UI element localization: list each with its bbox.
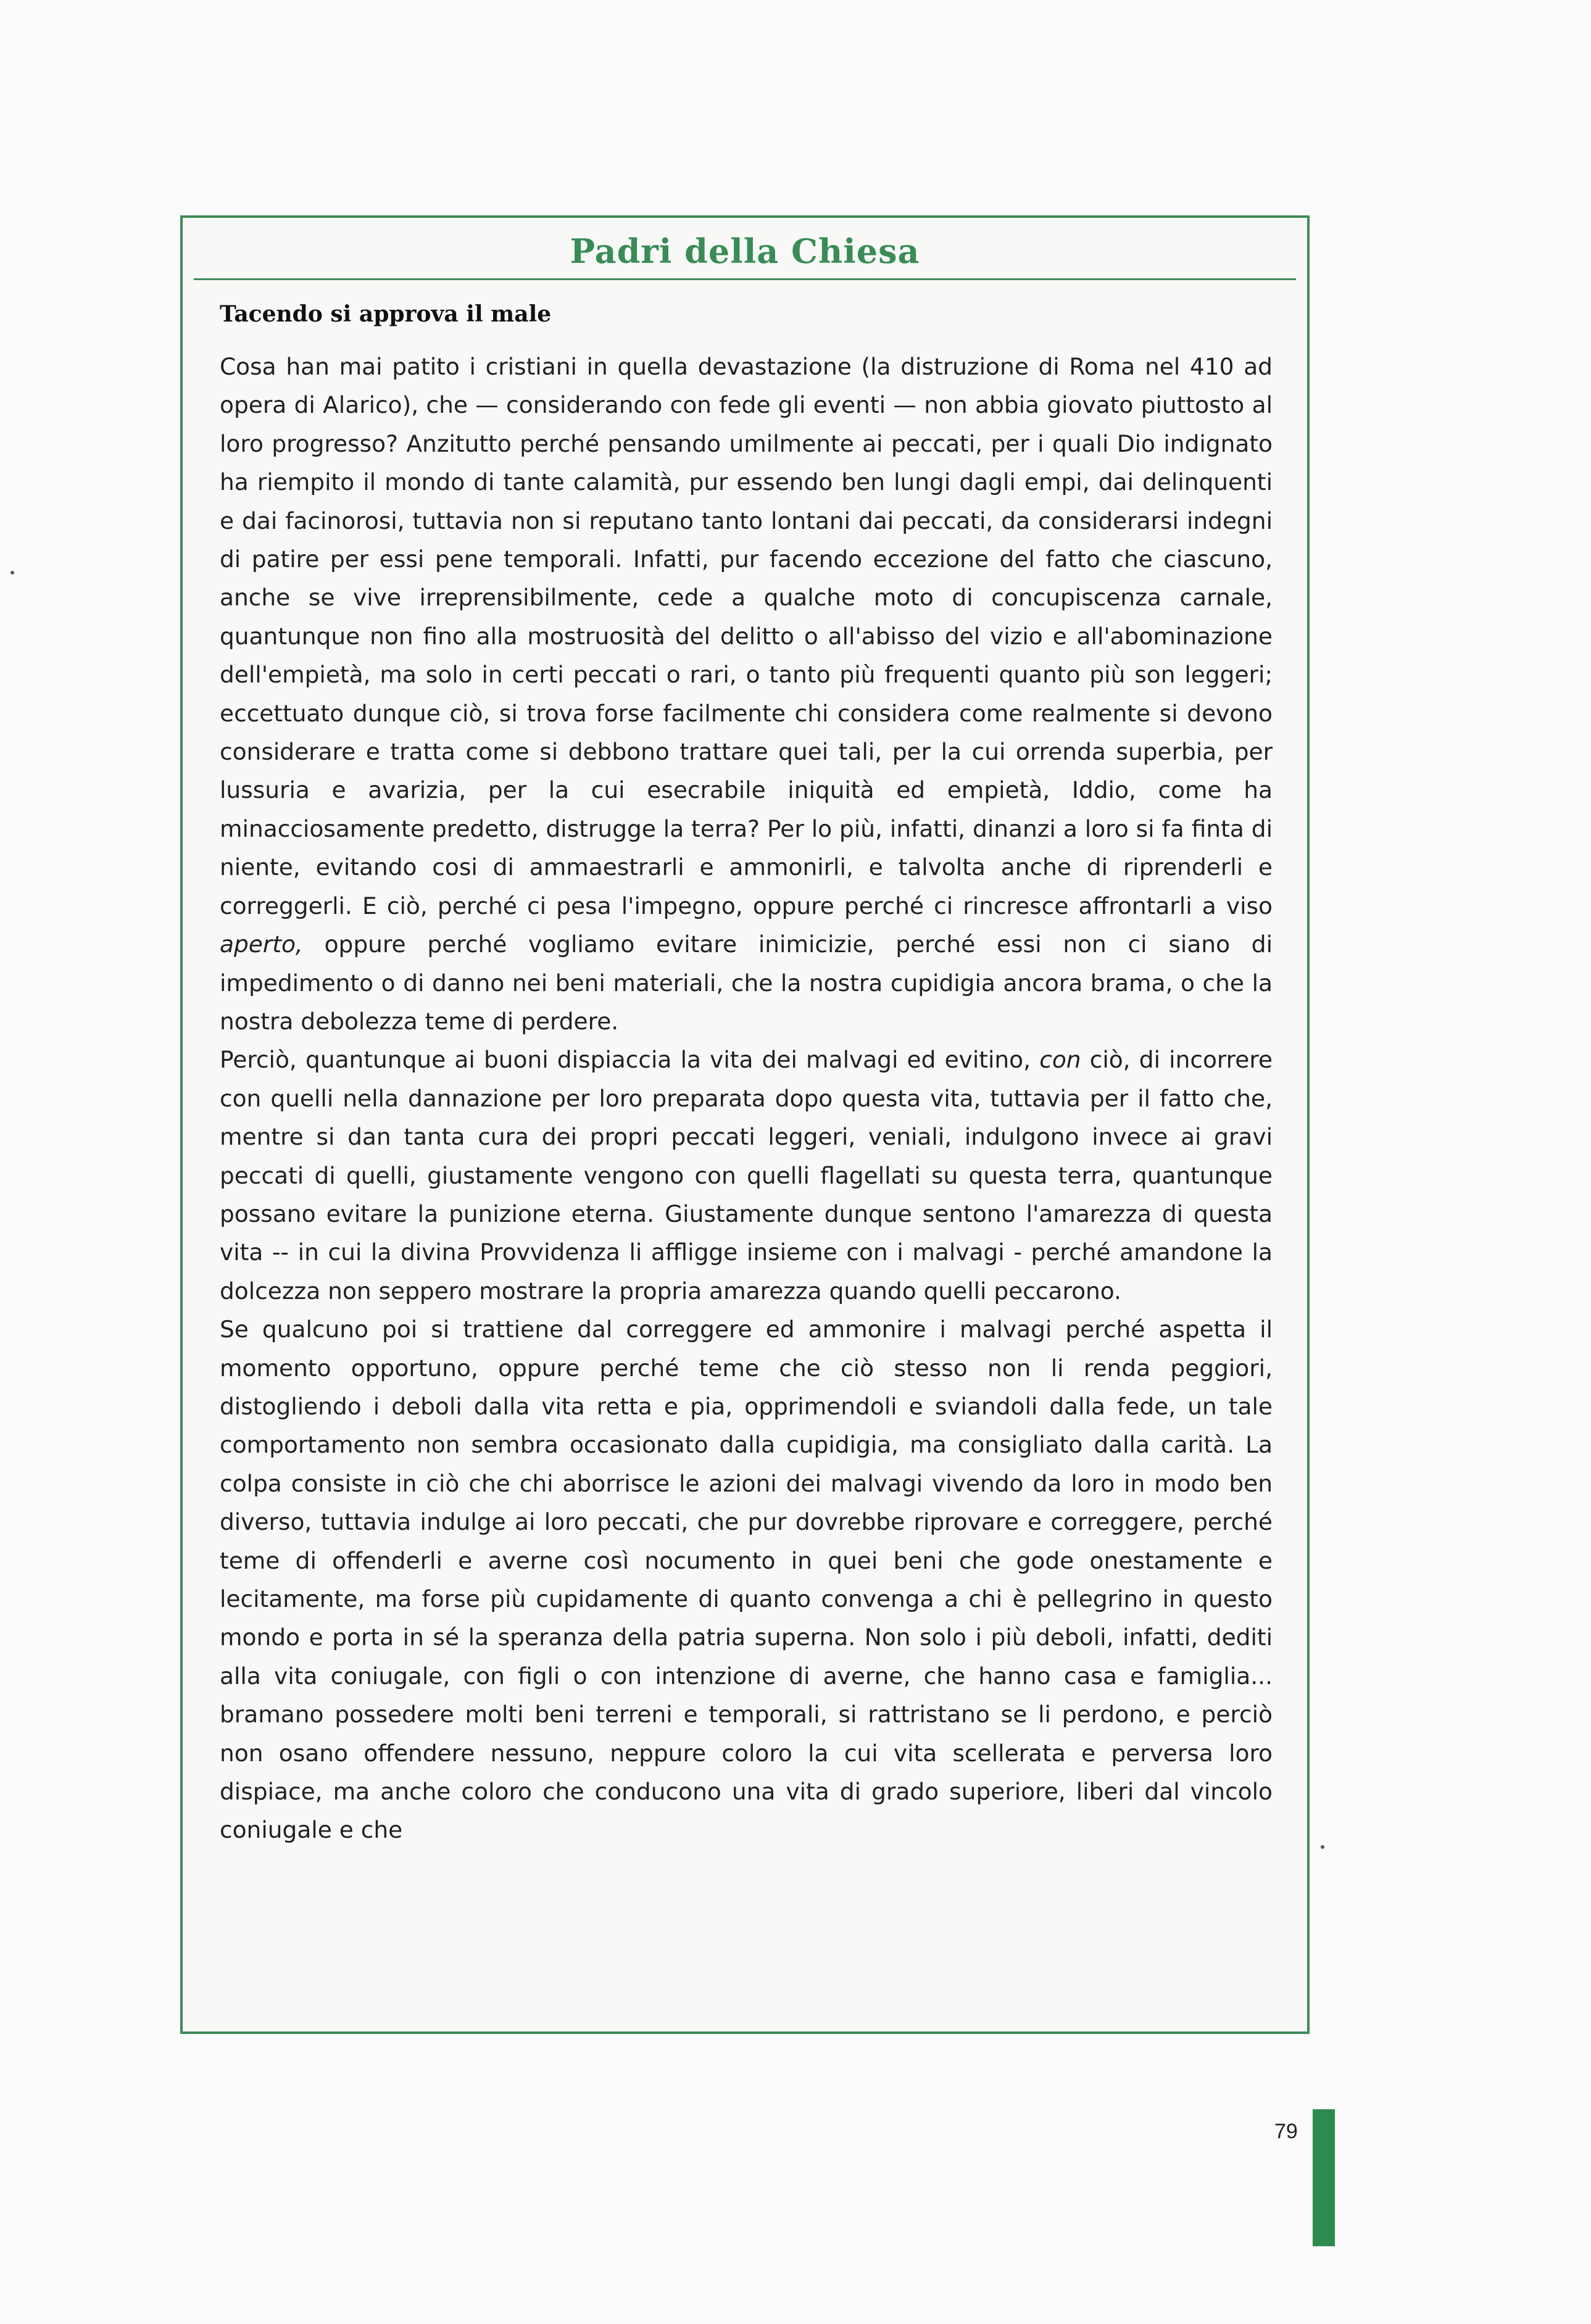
dust-speck xyxy=(10,571,14,575)
paragraph-2-text-a: Perciò, quantunque ai buoni dispiaccia la vita dei malvagi ed evitino, xyxy=(220,1046,1040,1074)
green-edge-tab xyxy=(1313,2109,1335,2246)
dust-speck xyxy=(1321,1845,1324,1849)
paragraph-1-italic: aperto, xyxy=(220,931,303,958)
paragraph-3-text-a: Se qualcuno poi si trattiene dal correggere ed ammonire i malvagi perché aspetta il momento opportuno, oppure perché teme che ciò stesso non li renda peggiori, distogliendo i deboli dalla vita retta e pia, opprimendoli e sviandoli dalla fede, un tale comportamento non sembra occasionato dalla cupidigia, ma consigliato dalla carità. La colpa consiste in ciò che chi aborrisce le azioni dei malvagi vivendo da loro in modo ben diverso, tuttavia indulge ai loro peccati, che pur dovrebbe riprovare e correggere, perché teme di offenderli e averne così nocumento in quei beni che gode onestamente e lecitamente, ma forse più cupidamente di quanto convenga a chi è pellegrino in questo mondo e porta in sé la speranza della patria superna. Non solo i più deboli, infatti, dediti alla vita coniugale, con figli o con intenzione di averne, che hanno casa e famiglia... bramano possedere molti beni terreni e temporali, si rattristano se li perdono, e perciò non osano offendere nessuno, neppure coloro la cui vita scellerata e perversa loro dispiace, ma anche coloro che conducono una vita di grado superiore, liberi dal vincolo coniugale e che xyxy=(220,1316,1273,1844)
box-header xyxy=(183,226,1307,276)
article-heading: Tacendo si approva il male xyxy=(220,301,552,327)
paragraph-2-text-b: ciò, di incorrere con quelli nella dannazione per loro preparata dopo questa vita, tuttavia per il fatto che, mentre si dan tanta cura dei propri peccati leggeri, veniali, indulgono invece ai gravi peccati di quelli, giustamente vengono con quelli flagellati su questa terra, quantunque possano evitare la punizione eterna. Giustamente dunque sentono l'amarezza di questa vita -- in cui la divina Provvidenza li affligge insieme con i malvagi - perché amandone la dolcezza non seppero mostrare la propria amarezza quando quelli peccarono. xyxy=(220,1046,1273,1305)
paragraph-1-text-b: oppure perché vogliamo evitare inimicizie, perché essi non ci siano di impedimento o di danno nei beni materiali, che la nostra cupidigia ancora brama, o che la nostra debolezza teme di perdere. xyxy=(220,931,1273,1035)
paragraph-2 xyxy=(220,1040,1273,1310)
page-number: 79 xyxy=(1274,2120,1298,2143)
paragraph-2-italic: con xyxy=(1039,1046,1081,1074)
box-title: Padri della Chiesa xyxy=(570,231,920,271)
sidebar-box xyxy=(180,215,1310,2034)
header-divider xyxy=(194,278,1296,280)
paragraph-1-text-a: Cosa han mai patito i cristiani in quella devastazione (la distruzione di Roma nel 410 ad opera di Alarico), che — considerando con fede gli eventi — non abbia giovato piuttosto al loro progresso? Anzitutto perché pensando umilmente ai peccati, per i quali Dio indignato ha riempito il mondo di tante calamità, pur essendo ben lungi dagli empi, dai delinquenti e dai facinorosi, tuttavia non si reputano tanto lontani dai peccati, da considerarsi indegni di patire per essi pene temporali. Infatti, pur facendo eccezione del fatto che ciascuno, anche se vive irreprensibilmente, cede a qualche moto di concupiscenza carnale, quantunque non fino alla mostruosità del delitto o all'abisso del vizio e all'abominazione dell'empietà, ma solo in certi peccati o rari, o tanto più frequenti quanto più son leggeri; eccettuato dunque ciò, si trova forse facilmente chi considera come realmente si devono considerare e tratta come si debbono trattare quei tali, per la cui orrenda superbia, per lussuria e avarizia, per la cui esecrabile iniquità ed empietà, Iddio, come ha minacciosamente predetto, distrugge la terra? Per lo più, infatti, dinanzi a loro si fa finta di niente, evitando cosi di ammaestrarli e ammonirli, e talvolta anche di riprenderli e correggerli. E ciò, perché ci pesa l'impegno, oppure perché ci rincresce affrontarli a viso xyxy=(220,353,1273,919)
article-body xyxy=(220,347,1273,1849)
paragraph-1 xyxy=(220,347,1273,1040)
paragraph-3 xyxy=(220,1310,1273,1849)
